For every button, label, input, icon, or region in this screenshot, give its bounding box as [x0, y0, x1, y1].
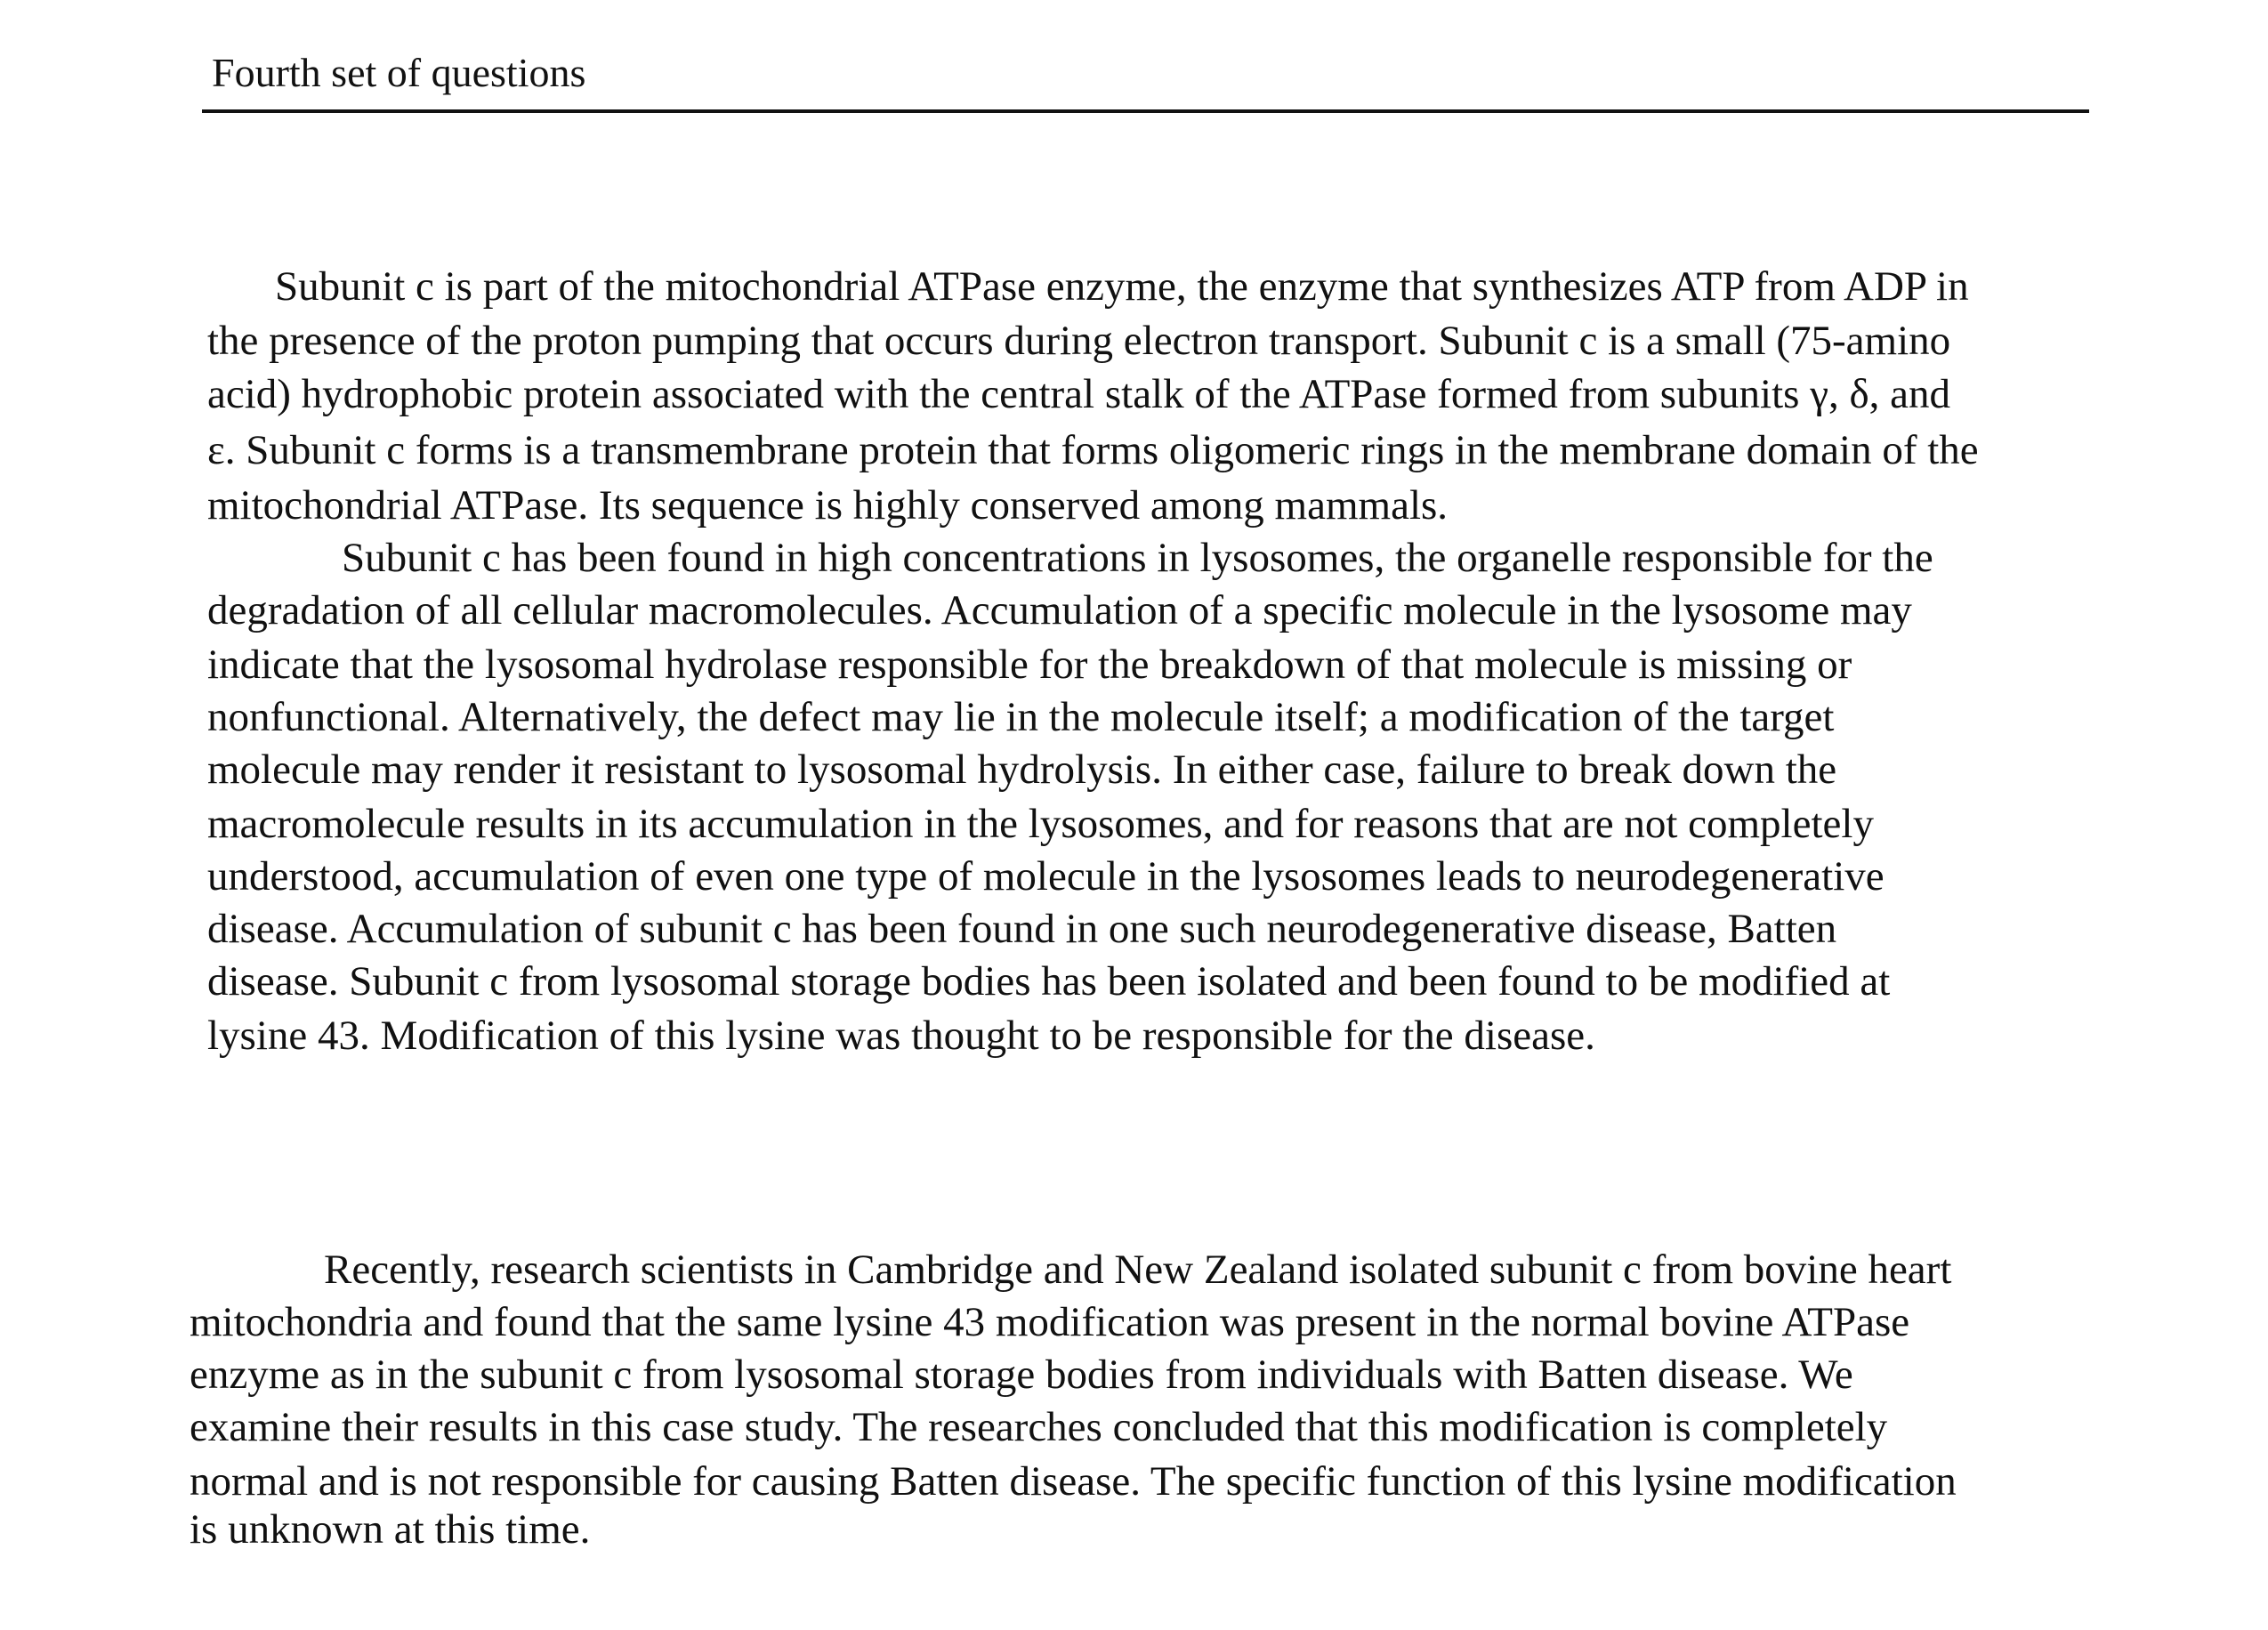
- paragraph-line: enzyme as in the subunit c from lysosomal storage bodies from individuals with Batten disease. We: [190, 1352, 1853, 1398]
- paragraph-line: is unknown at this time.: [190, 1506, 591, 1553]
- paragraph-line: normal and is not responsible for causing Batten disease. The specific function of this lysine modification: [190, 1458, 1957, 1505]
- header-rule: [202, 109, 2089, 113]
- paragraph-line: Recently, research scientists in Cambridge and New Zealand isolated subunit c from bovine heart: [324, 1247, 1952, 1293]
- paragraph-line: molecule may render it resistant to lysosomal hydrolysis. In either case, failure to break down the: [207, 746, 1837, 793]
- paragraph-line: the presence of the proton pumping that occurs during electron transport. Subunit c is a small (75-amino: [207, 318, 1951, 364]
- paragraph-line: examine their results in this case study. The researches concluded that this modification is completely: [190, 1404, 1888, 1450]
- paragraph-line: degradation of all cellular macromolecules. Accumulation of a specific molecule in the lysosome may: [207, 587, 1912, 633]
- paragraph-line: acid) hydrophobic protein associated with the central stalk of the ATPase formed from subunits γ, δ, and: [207, 371, 1950, 417]
- paragraph-line: macromolecule results in its accumulation in the lysosomes, and for reasons that are not completely: [207, 801, 1874, 847]
- paragraph-line: ε. Subunit c forms is a transmembrane protein that forms oligomeric rings in the membrane domain of the: [207, 427, 1979, 473]
- paragraph-line: lysine 43. Modification of this lysine was thought to be responsible for the disease.: [207, 1013, 1595, 1059]
- paragraph-line: Subunit c is part of the mitochondrial ATPase enzyme, the enzyme that synthesizes ATP from ADP in: [275, 263, 1969, 310]
- paragraph-line: Subunit c has been found in high concentrations in lysosomes, the organelle responsible for the: [342, 535, 1933, 581]
- paragraph-line: indicate that the lysosomal hydrolase responsible for the breakdown of that molecule is missing or: [207, 642, 1852, 688]
- paragraph-line: mitochondrial ATPase. Its sequence is highly conserved among mammals.: [207, 482, 1449, 529]
- paragraph-line: disease. Subunit c from lysosomal storage bodies has been isolated and been found to be modified at: [207, 958, 1891, 1005]
- paragraph-line: understood, accumulation of even one type of molecule in the lysosomes leads to neurodegenerative: [207, 853, 1885, 900]
- page-header-title: Fourth set of questions: [212, 50, 586, 95]
- paragraph-line: mitochondria and found that the same lysine 43 modification was present in the normal bovine ATPase: [190, 1299, 1910, 1345]
- paragraph-line: nonfunctional. Alternatively, the defect may lie in the molecule itself; a modification of the target: [207, 694, 1835, 740]
- paragraph-line: disease. Accumulation of subunit c has been found in one such neurodegenerative disease, Batten: [207, 906, 1837, 952]
